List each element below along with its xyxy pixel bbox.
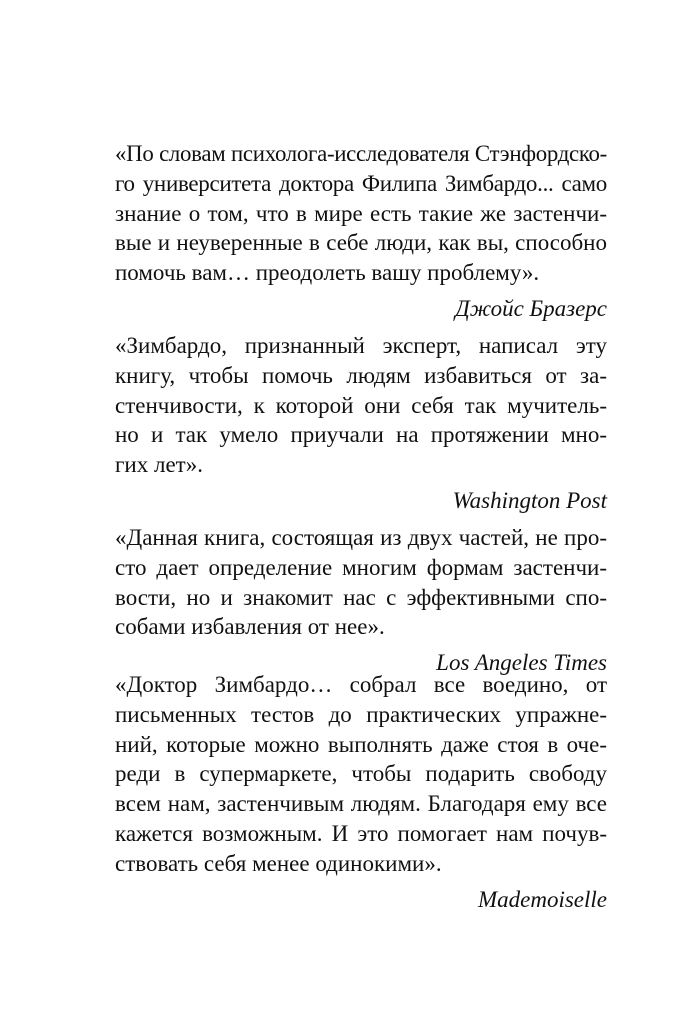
quote-line: вые и неуверенные в себе люди, как вы, способно: [115, 230, 607, 256]
quote-line: помочь вам… преодолеть вашу проблему».: [115, 260, 540, 286]
quote-line: знание о том, что в мире есть такие же застенчи-: [115, 200, 607, 226]
quote-attribution: Mademoiselle: [477, 886, 607, 912]
testimonial-quote: [115, 139, 607, 324]
quote-line: книгу, чтобы помочь людям избавиться от за-: [115, 362, 607, 388]
quote-line: ний, которые можно выполнять даже стоя в оче-: [115, 731, 607, 757]
quote-line: го университета доктора Филипа Зимбардо... само: [115, 170, 607, 196]
quote-line: «Зимбардо, признанный эксперт, написал эту: [115, 333, 607, 358]
quote-line: стенчивости, к которой они себя так мучитель-: [115, 392, 607, 418]
testimonial-quote: [115, 523, 607, 678]
testimonial-quote: [115, 331, 607, 516]
quote-attribution: Los Angeles Times: [436, 650, 607, 676]
quote-line: письменных тестов до практических упражне-: [115, 701, 607, 727]
quote-attribution: Washington Post: [452, 487, 607, 513]
quote-line: вости, но и знакомит нас с эффективными спо-: [115, 584, 607, 610]
quote-line: реди в супермаркете, чтобы подарить свободу: [115, 761, 607, 787]
quote-line: кажется возможным. И это помогает нам почув-: [115, 820, 607, 846]
quote-line: собами избавления от нее».: [115, 614, 385, 640]
quote-line: ствовать себя менее одинокими».: [115, 850, 442, 876]
quote-line: «Доктор Зимбардо… собрал все воедино, от: [115, 672, 607, 697]
quote-attribution: Джойс Бразерс: [455, 295, 607, 321]
quote-line: гих лет».: [115, 452, 203, 478]
quote-line: «По словам психолога-исследователя Стэнфордско-: [115, 141, 607, 166]
quote-line: но и так умело приучали на протяжении мно-: [115, 422, 607, 448]
testimonial-quote: [115, 670, 607, 915]
quote-line: всем нам, застенчивым людям. Благодаря ему все: [115, 791, 607, 817]
quote-line: «Данная книга, состоящая из двух частей, не про-: [115, 525, 607, 550]
quote-line: сто дает определение многим формам застенчи-: [115, 554, 607, 580]
